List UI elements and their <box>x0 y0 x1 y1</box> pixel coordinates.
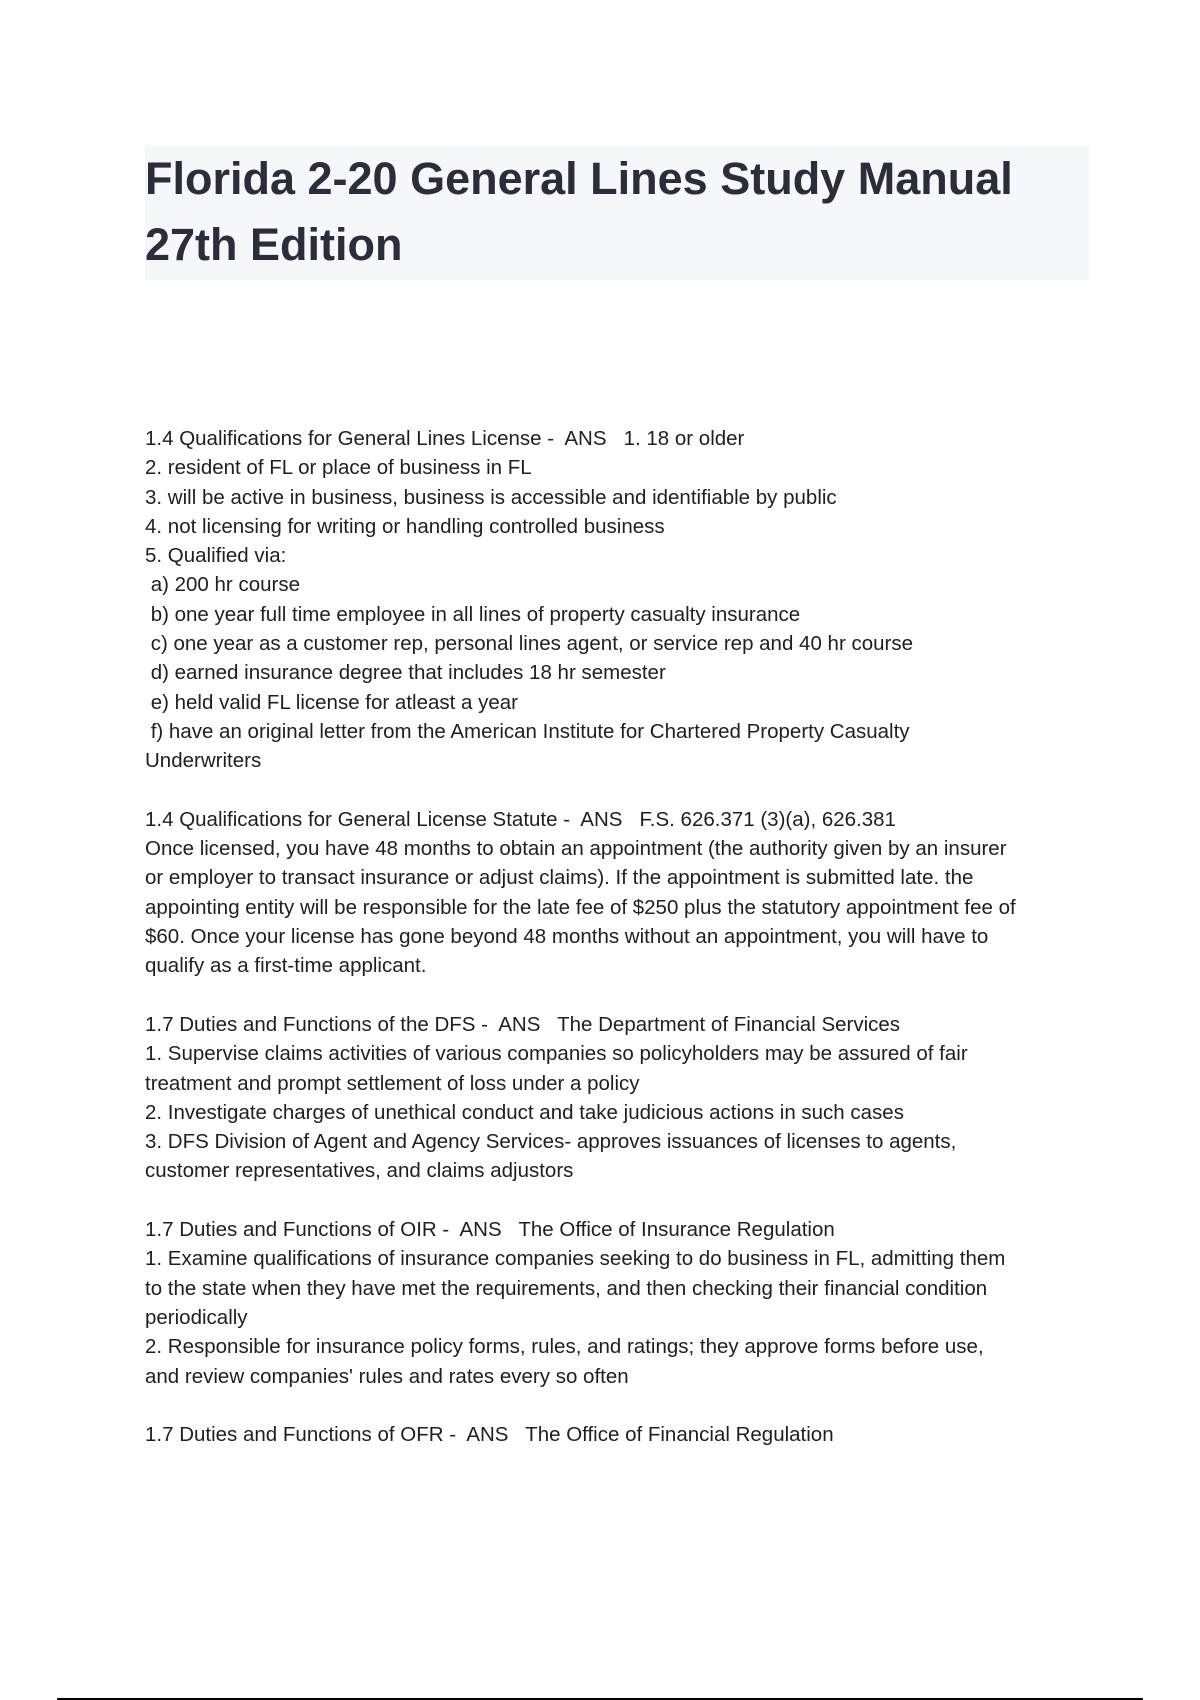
document-title <box>145 146 1089 278</box>
paragraph-gap <box>145 776 1095 805</box>
answer-line: customer representatives, and claims adjustors <box>145 1159 574 1183</box>
answer-line: periodically <box>145 1305 248 1329</box>
section-ofr-duties <box>145 1420 1095 1449</box>
section-general-lines-license-qualifications <box>145 424 1095 776</box>
answer-line: d) earned insurance degree that includes 18 hr semester <box>145 661 666 685</box>
answer-line: f) have an original letter from the American Institute for Chartered Property Casualty <box>145 719 910 743</box>
answer-line: c) one year as a customer rep, personal lines agent, or service rep and 40 hr course <box>145 632 914 656</box>
document-title-line: Florida 2-20 General Lines Study Manual <box>145 153 1013 204</box>
answer-line: Once licensed, you have 48 months to obtain an appointment (the authority given by an insurer <box>145 837 1007 861</box>
answer-line: appointing entity will be responsible for the late fee of $250 plus the statutory appointment fee of <box>145 895 1016 919</box>
answer-line: 2. Investigate charges of unethical conduct and take judicious actions in such cases <box>145 1100 904 1124</box>
section-oir-duties <box>145 1215 1095 1391</box>
paragraph-gap <box>145 1391 1095 1420</box>
answer-line: b) one year full time employee in all lines of property casualty insurance <box>145 602 801 626</box>
answer-line: Underwriters <box>145 749 262 773</box>
answer-line: 2. Responsible for insurance policy forms, rules, and ratings; they approve forms before use, <box>145 1335 984 1359</box>
answer-line: 1. Supervise claims activities of various companies so policyholders may be assured of fair <box>145 1042 968 1066</box>
answer-line: 3. DFS Division of Agent and Agency Services- approves issuances of licenses to agents, <box>145 1130 957 1154</box>
document-title-line: 27th Edition <box>145 219 403 270</box>
answer-line: a) 200 hr course <box>145 573 300 597</box>
document-body <box>145 424 1095 1449</box>
answer-line: to the state when they have met the requirements, and then checking their financial condition <box>145 1276 988 1300</box>
answer-line: qualify as a first-time applicant. <box>145 954 427 978</box>
paragraph-gap <box>145 981 1095 1010</box>
title-banner <box>145 146 1089 280</box>
answer-line: e) held valid FL license for atleast a year <box>145 690 518 714</box>
answer-line: 2. resident of FL or place of business in FL <box>145 456 532 480</box>
answer-line: 3. will be active in business, business is accessible and identifiable by public <box>145 485 837 509</box>
answer-line: 1. Examine qualifications of insurance companies seeking to do business in FL, admitting them <box>145 1247 1006 1271</box>
question-heading: 1.7 Duties and Functions of OIR - ANS The Office of Insurance Regulation <box>145 1218 835 1242</box>
paragraph-gap <box>145 1186 1095 1215</box>
section-general-license-statute <box>145 805 1095 981</box>
answer-line: 5. Qualified via: <box>145 544 287 568</box>
question-heading: 1.7 Duties and Functions of the DFS - ANS The Department of Financial Services <box>145 1012 901 1036</box>
section-dfs-duties <box>145 1010 1095 1186</box>
question-heading: 1.4 Qualifications for General License Statute - ANS F.S. 626.371 (3)(a), 626.381 <box>145 807 896 831</box>
question-heading: 1.4 Qualifications for General Lines License - ANS 1. 18 or older <box>145 427 745 450</box>
answer-line: $60. Once your license has gone beyond 48 months without an appointment, you will have to <box>145 925 989 949</box>
answer-line: and review companies' rules and rates every so often <box>145 1364 629 1388</box>
answer-line: 4. not licensing for writing or handling controlled business <box>145 514 665 538</box>
question-heading: 1.7 Duties and Functions of OFR - ANS The Office of Financial Regulation <box>145 1423 834 1447</box>
answer-line: treatment and prompt settlement of loss under a policy <box>145 1071 640 1095</box>
answer-line: or employer to transact insurance or adjust claims). If the appointment is submitted late. the <box>145 866 974 890</box>
